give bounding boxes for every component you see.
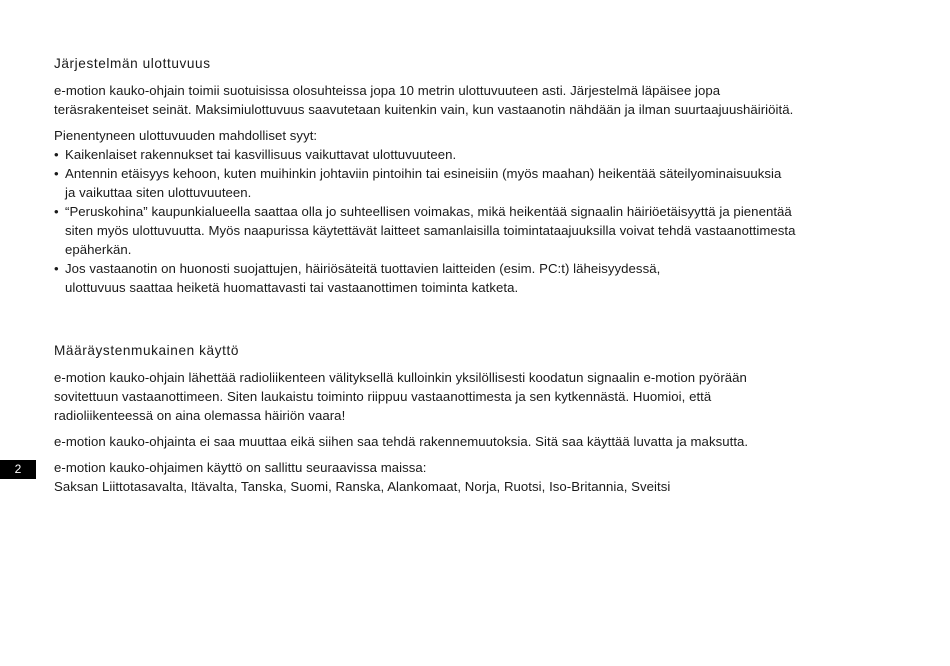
bullet-icon: • [54, 261, 59, 276]
intended-use-line-1: e-motion kauko-ohjain lähettää radioliikenteen välityksellä kulloinkin yksilöllisesti koodatun signaalin e-motion pyörään [54, 370, 747, 385]
intended-use-paragraph [54, 368, 904, 425]
bullet-icon: • [54, 204, 59, 219]
list-item-line: Antennin etäisyys kehoon, kuten muihinkin johtaviin pintoihin tai esineisiin (myös maahan) heikentää säteilyominaisuuksia [65, 166, 782, 181]
section-heading-range: Järjestelmän ulottuvuus [54, 56, 211, 71]
list-item-line: Kaikenlaiset rakennukset tai kasvillisuus vaikuttavat ulottuvuuteen. [65, 147, 457, 162]
reduced-range-intro: Pienentyneen ulottuvuuden mahdolliset syyt: [54, 128, 318, 143]
modification-paragraph: e-motion kauko-ohjainta ei saa muuttaa eikä siihen saa tehdä rakennemuutoksia. Sitä saa käyttää luvatta ja maksutta. [54, 434, 749, 449]
bullet-icon: • [54, 147, 59, 162]
intended-use-line-2: sovitettuun vastaanottimeen. Siten laukaistu toiminto riippuu vastaanottimesta ja sen kytkennästä. Huomioi, että [54, 389, 712, 404]
page-content [54, 54, 904, 503]
permitted-countries-paragraph [54, 458, 904, 496]
list-item-line: epäherkän. [65, 242, 132, 257]
range-paragraph-line-1: e-motion kauko-ohjain toimii suotuisissa olosuhteissa jopa 10 metrin ulottuvuuteen asti. Järjestelmä läpäisee jopa [54, 83, 721, 98]
list-item [54, 202, 904, 259]
section-range [54, 54, 904, 297]
list-item-line: Jos vastaanotin on huonosti suojattujen, häiriösäteitä tuottavien laitteiden (esim. PC:t) läheisyydessä, [65, 261, 661, 276]
section-intended-use [54, 341, 904, 496]
permitted-countries-list: Saksan Liittotasavalta, Itävalta, Tanska, Suomi, Ranska, Alankomaat, Norja, Ruotsi, Iso-Britannia, Sveitsi [54, 479, 671, 494]
list-item [54, 145, 904, 164]
page-number-badge: 2 [0, 460, 36, 479]
list-item [54, 164, 904, 202]
intended-use-line-3: radioliikenteessä on aina olemassa häiriön vaara! [54, 408, 346, 423]
section-heading-intended-use: Määräystenmukainen käyttö [54, 343, 240, 358]
list-item-line: ulottuvuus saattaa heiketä huomattavasti tai vastaanottimen toiminta katketa. [65, 280, 519, 295]
range-paragraph-line-2: teräsrakenteiset seinät. Maksimiulottuvuus saavutetaan kuitenkin vain, kun vastaanotin nähdään ja ilman suurtaajuushäiriöitä. [54, 102, 794, 117]
range-paragraph [54, 81, 904, 119]
bullet-icon: • [54, 166, 59, 181]
list-item-line: “Peruskohina” kaupunkialueella saattaa olla jo suhteellisen voimakas, mikä heikentää signaalin häiriöetäisyyttä ja pienentää [65, 204, 792, 219]
list-item-line: ja vaikuttaa siten ulottuvuuteen. [65, 185, 252, 200]
list-item-line: siten myös ulottuvuutta. Myös naapurissa käytettävät laitteet samanlaisilla toimintataajuuksilla voivat tehdä vastaanottimesta [65, 223, 796, 238]
list-item [54, 259, 904, 297]
permitted-countries-intro: e-motion kauko-ohjaimen käyttö on sallittu seuraavissa maissa: [54, 460, 427, 475]
reduced-range-causes-list [54, 145, 904, 297]
